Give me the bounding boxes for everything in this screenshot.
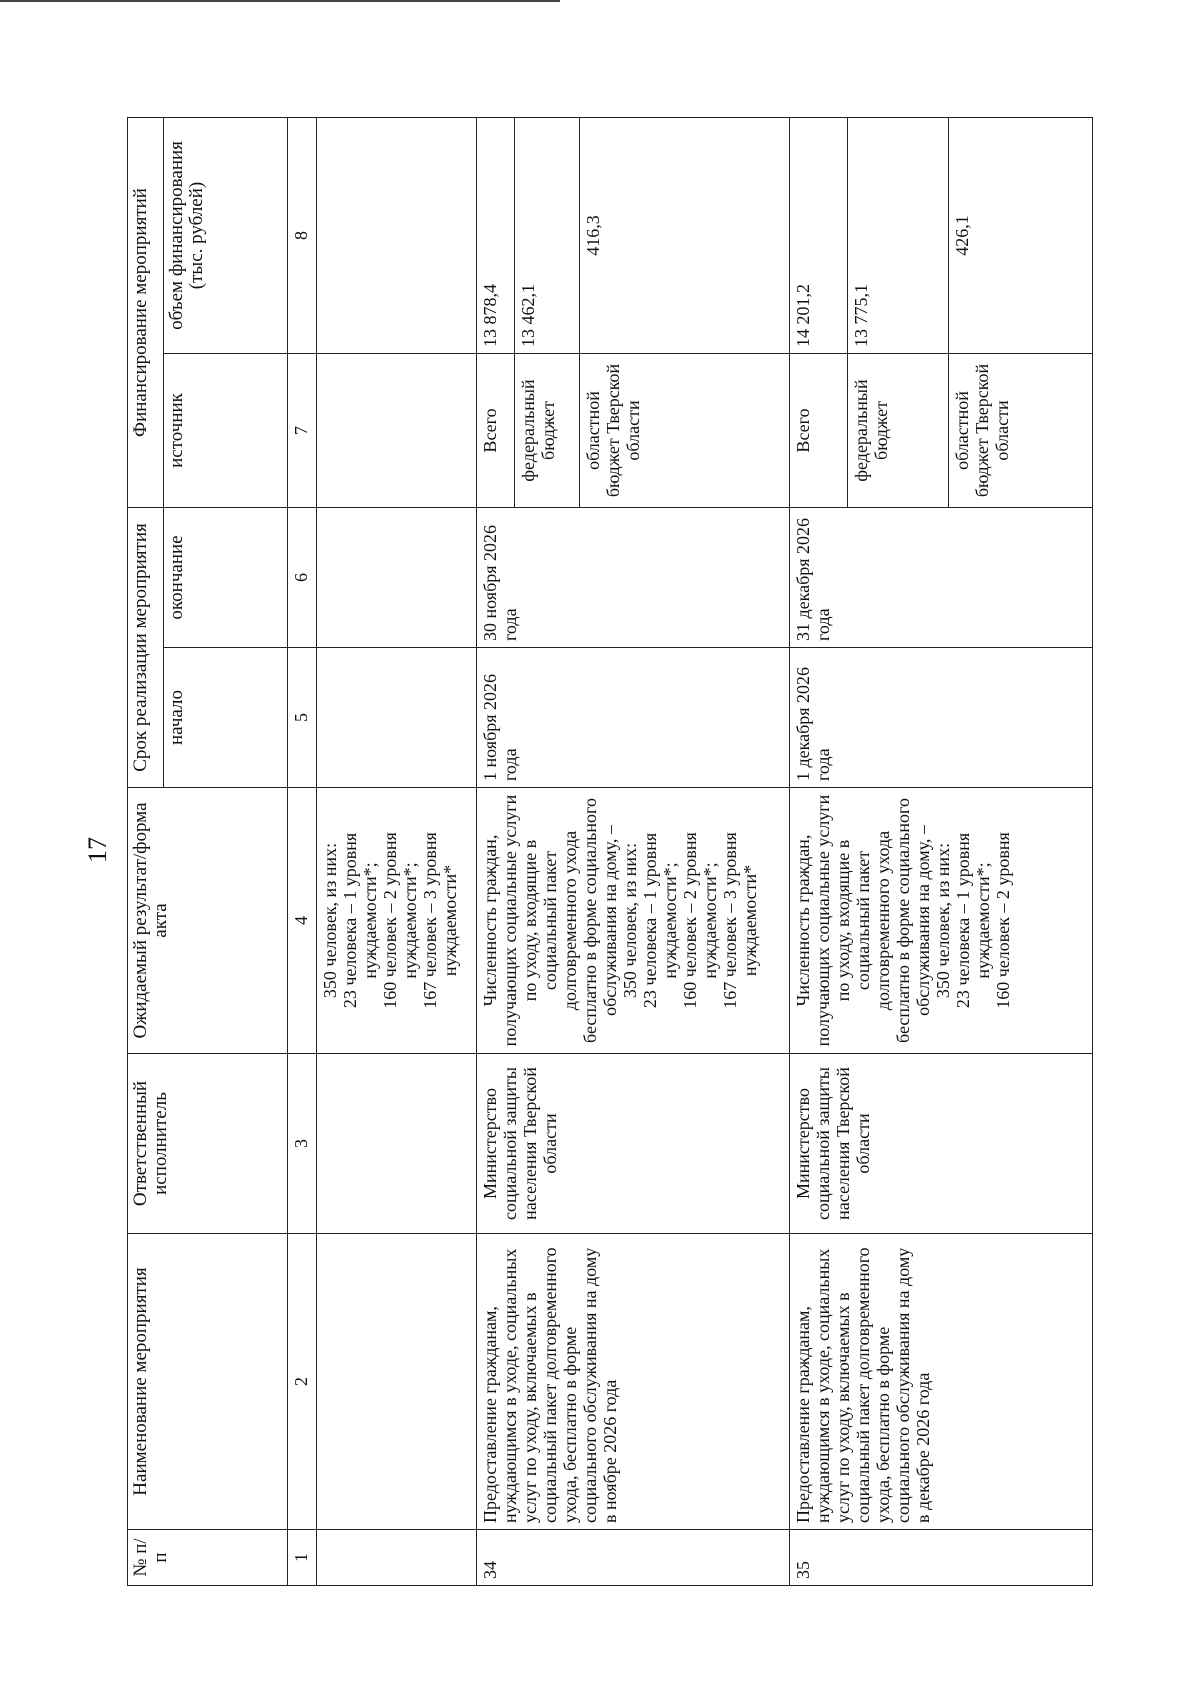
column-number: 1 (288, 1530, 317, 1586)
row-activity-name: Предоставление гражданам, нуждающимся в уходе, социальных услуг по уходу, включаемых в социальный пакет долговременного ухода, бесплатно в форме социального обслуживания на дому в декабре 2026 года (789, 1234, 1092, 1530)
header-term: Срок реализации мероприятия (128, 507, 164, 787)
header-financing: Финансирование мероприятий (128, 117, 164, 507)
row-fin-source: федеральный бюджет (514, 353, 579, 507)
header-responsible: Ответственный исполнитель (128, 1054, 288, 1234)
header-expected-result: Ожидаемый результат/форма акта (128, 788, 288, 1054)
row-responsible: Министерство социальной защиты населения Тверской области (477, 1054, 790, 1234)
row-start-date: 1 декабря 2026 года (789, 648, 1092, 788)
row-fin-amount: 14 201,2 (789, 117, 847, 353)
table-row (789, 117, 847, 1585)
row-fin-source: Всего (477, 353, 515, 507)
row-fin-source: федеральный бюджет (847, 353, 948, 507)
row-fin-amount: 13 878,4 (477, 117, 515, 353)
header-amount: объем финансирования (тыс. рублей) (164, 117, 288, 353)
column-number-row (288, 117, 317, 1585)
header-start: начало (164, 648, 288, 788)
header-source: источник (164, 353, 288, 507)
column-number: 5 (288, 648, 317, 788)
row-end-date: 31 декабря 2026 года (789, 507, 1092, 647)
row-activity-name: Предоставление гражданам, нуждающимся в уходе, социальных услуг по уходу, включаемых в социальный пакет долговременного ухода, бесплатно в форме социального обслуживания на дому в ноябре 2026 года (477, 1234, 790, 1530)
activities-table (127, 117, 1093, 1586)
table-frame (127, 118, 1093, 1586)
row-end-date: 30 ноября 2026 года (477, 507, 790, 647)
column-number: 7 (288, 353, 317, 507)
column-number: 4 (288, 788, 317, 1054)
column-number: 6 (288, 507, 317, 647)
column-number: 2 (288, 1234, 317, 1530)
header-number: № п/п (128, 1530, 288, 1586)
row-fin-amount: 416,3 (579, 117, 789, 353)
table-row (477, 117, 515, 1585)
row-start-date: 1 ноября 2026 года (477, 648, 790, 788)
row-fin-source: областной бюджет Тверской области (948, 353, 1092, 507)
continuation-row (317, 117, 477, 1585)
row-fin-amount: 13 775,1 (847, 117, 948, 353)
rotated-table-wrapper (127, 118, 1093, 1586)
scan-edge-line (0, 0, 560, 2)
header-end: окончание (164, 507, 288, 647)
row-responsible: Министерство социальной защиты населения Тверской области (789, 1054, 1092, 1234)
row-number: 35 (789, 1530, 1092, 1586)
page-number: 17 (83, 837, 112, 863)
header-activity-name: Наименование мероприятия (128, 1234, 288, 1530)
row-number: 34 (477, 1530, 790, 1586)
table-header-row (128, 117, 164, 1585)
row-expected-result: Численность граждан, получающих социальные услуги по уходу, входящие в социальный пакет долговременного ухода бесплатно в форме социального обслуживания на дому, – 350 человек, из них: 23 человека – 1 уровня нуждаемости*; 160 человек – 2 уровня нуждаемости*; 167 человек – 3 уровня нуждаемости* (477, 788, 790, 1054)
row-fin-amount: 13 462,1 (514, 117, 579, 353)
row-fin-source: Всего (789, 353, 847, 507)
column-number: 8 (288, 117, 317, 353)
continuation-result: 350 человек, из них: 23 человека – 1 уровня нуждаемости*; 160 человек – 2 уровня нуждаемости*; 167 человек – 3 уровня нуждаемости* (317, 788, 477, 1054)
row-fin-amount: 426,1 (948, 117, 1092, 353)
column-number: 3 (288, 1054, 317, 1234)
row-fin-source: областной бюджет Тверской области (579, 353, 789, 507)
row-expected-result: Численность граждан, получающих социальные услуги по уходу, входящие в социальный пакет долговременного ухода бесплатно в форме социального обслуживания на дому, – 350 человек, из них: 23 человека – 1 уровня нуждаемости*; 160 человек – 2 уровня (789, 788, 1092, 1054)
